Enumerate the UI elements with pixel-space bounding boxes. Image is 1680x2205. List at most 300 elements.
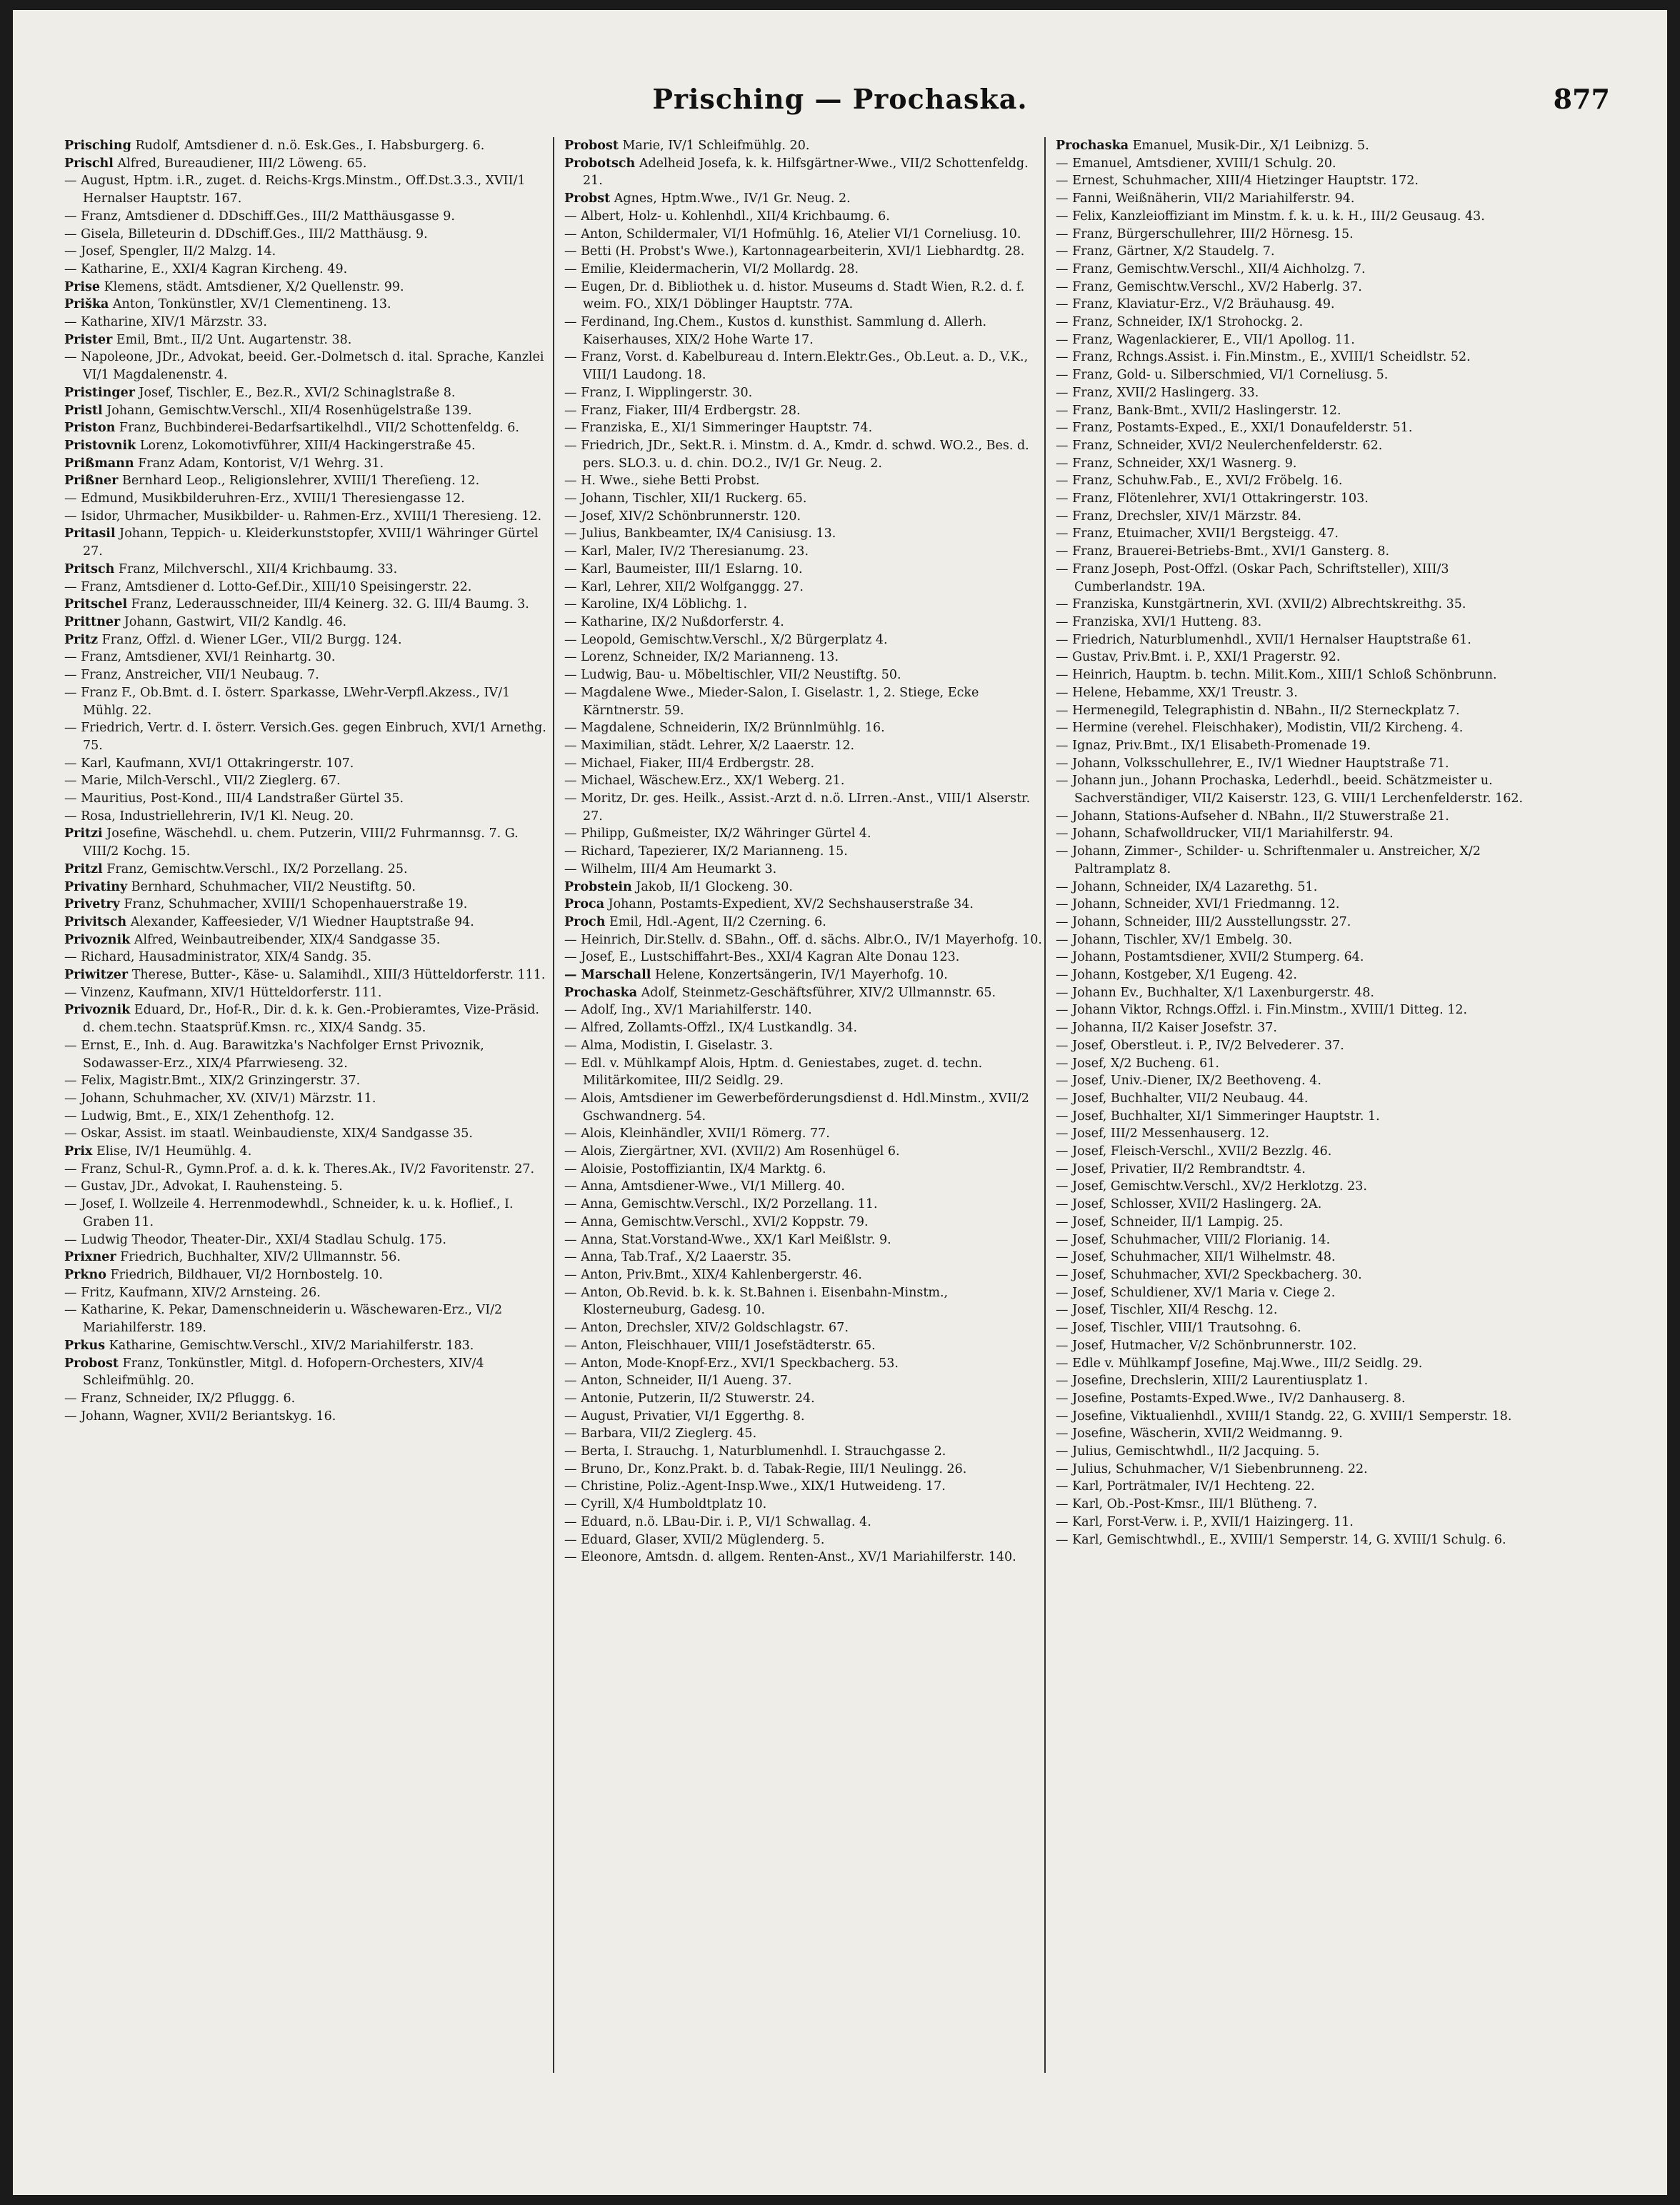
directory-entry bbox=[564, 1266, 1047, 1284]
entry-details: — Franz, Gold- u. Silberschmied, VI/1 Corneliusg. 5. bbox=[1056, 368, 1389, 383]
entry-details: — Johann, Stations-Aufseher d. NBahn., II/2 Stuwerstraße 21. bbox=[1056, 809, 1449, 824]
entry-details: — Franz Joseph, Post-Offzl. (Oskar Pach, Schriftsteller), XIII/3 Cumberlandstr. 19A. bbox=[1056, 561, 1449, 594]
entry-details: — Julius, Bankbeamter, IX/4 Canisiusg. 13. bbox=[564, 526, 836, 541]
entry-details: — Rosa, Industriellehrerin, IV/1 Kl. Neug. 20. bbox=[64, 809, 354, 824]
directory-entry bbox=[564, 1196, 1047, 1214]
entry-details: Johann, Gemischtw.Verschl., XII/4 Rosenhügelstraße 139. bbox=[102, 403, 472, 418]
directory-entry bbox=[64, 243, 547, 261]
directory-entry bbox=[1056, 1037, 1539, 1055]
directory-entry bbox=[564, 419, 1047, 437]
directory-entry bbox=[1056, 772, 1539, 807]
entry-details: — Josef, E., Lustschiffahrt-Bes., XXI/4 Kagran Alte Donau 123. bbox=[564, 950, 960, 965]
entry-details: — Franziska, Kunstgärtnerin, XVI. (XVII/2) Albrechtskreithg. 35. bbox=[1056, 597, 1466, 612]
entry-details: — Anton, Ob.Revid. b. k. k. St.Bahnen i. Eisenbahn-Minstm., Klosterneuburg, Gadesg. 10. bbox=[564, 1285, 949, 1318]
entry-details: — Johann Ev., Buchhalter, X/1 Laxenburgerstr. 48. bbox=[1056, 985, 1374, 1000]
entry-surname: Pritschel bbox=[64, 597, 128, 612]
directory-entry bbox=[564, 772, 1047, 790]
directory-entry bbox=[1056, 1196, 1539, 1214]
directory-entry bbox=[564, 966, 1047, 984]
entry-details: — Lorenz, Schneider, IX/2 Marianneng. 13. bbox=[564, 650, 839, 665]
entry-details: — Johann, Schneider, XVI/1 Friedmanng. 12. bbox=[1056, 897, 1340, 912]
directory-entry bbox=[1056, 1372, 1539, 1390]
entry-details: — Friedrich, Vertr. d. I. österr. Versich.Ges. gegen Einbruch, XVI/1 Arnethg. 75. bbox=[64, 721, 546, 753]
entry-surname: Prisching bbox=[64, 139, 131, 153]
directory-entry bbox=[1056, 1337, 1539, 1355]
directory-entry bbox=[1056, 1161, 1539, 1179]
entry-details: — Ludwig Theodor, Theater-Dir., XXI/4 Stadlau Schulg. 175. bbox=[64, 1232, 446, 1247]
entry-details: — Johann, Schafwolldrucker, VII/1 Mariahilferstr. 94. bbox=[1056, 826, 1394, 841]
entry-surname: Privitsch bbox=[64, 914, 127, 929]
directory-entry bbox=[564, 190, 1047, 208]
directory-entry bbox=[1056, 384, 1539, 402]
entry-details: Franz, Buchbinderei-Bedarfsartikelhdl., VII/2 Schottenfeldg. 6. bbox=[115, 421, 519, 436]
directory-entry bbox=[564, 208, 1047, 226]
directory-entry bbox=[564, 508, 1047, 526]
entry-details: — Anton, Schneider, II/1 Aueng. 37. bbox=[564, 1374, 792, 1389]
directory-entry bbox=[1056, 596, 1539, 614]
entry-surname: Pritz bbox=[64, 632, 99, 647]
entry-details: — Ernest, Schuhmacher, XIII/4 Hietzinger Hauptstr. 172. bbox=[1056, 174, 1419, 189]
directory-entry bbox=[564, 1001, 1047, 1019]
entry-details: — Julius, Schuhmacher, V/1 Siebenbrunneng. 22. bbox=[1056, 1461, 1368, 1476]
entry-details: Adolf, Steinmetz-Geschäftsführer, XIV/2 Ullmannstr. 65. bbox=[637, 985, 996, 1000]
entry-details: — Josef, Schlosser, XVII/2 Haslingerg. 2A. bbox=[1056, 1197, 1322, 1212]
entry-details: — Mauritius, Post-Kond., III/4 Landstraßer Gürtel 35. bbox=[64, 791, 404, 806]
directory-entry bbox=[64, 490, 547, 508]
directory-entry bbox=[64, 1390, 547, 1408]
directory-entry bbox=[64, 472, 547, 490]
directory-entry bbox=[564, 737, 1047, 755]
directory-entry bbox=[564, 1090, 1047, 1125]
entry-details: — Alois, Amtsdiener im Gewerbeförderungsdienst d. Hdl.Minstm., XVII/2 Gschwandnerg. 54. bbox=[564, 1091, 1029, 1124]
entry-details: — Eduard, n.ö. LBau-Dir. i. P., VI/1 Schwallag. 4. bbox=[564, 1514, 871, 1529]
directory-entry bbox=[1056, 331, 1539, 349]
directory-entry bbox=[64, 719, 547, 754]
entry-details: Rudolf, Amtsdiener d. n.ö. Esk.Ges., I. Habsburgerg. 6. bbox=[131, 139, 485, 153]
directory-entry bbox=[1056, 1443, 1539, 1461]
entry-details: — Franz, Wagenlackierer, E., VII/1 Apollog. 11. bbox=[1056, 332, 1355, 347]
entry-details: Helene, Konzertsängerin, IV/1 Mayerhofg. 10. bbox=[651, 968, 948, 983]
directory-entry bbox=[1056, 614, 1539, 631]
entry-details: Franz, Offzl. d. Wiener LGer., VII/2 Burgg. 124. bbox=[98, 632, 402, 647]
directory-entry bbox=[64, 1178, 547, 1196]
directory-entry bbox=[564, 843, 1047, 861]
page-header bbox=[13, 83, 1667, 127]
entry-details: — Karl, Gemischtwhdl., E., XVIII/1 Semperstr. 14, G. XVIII/1 Schulg. 6. bbox=[1056, 1532, 1506, 1547]
entry-details: Anton, Tonkünstler, XV/1 Clementineng. 13. bbox=[109, 297, 391, 312]
entry-details: — Josef, Buchhalter, XI/1 Simmeringer Hauptstr. 1. bbox=[1056, 1109, 1380, 1124]
directory-entry bbox=[64, 966, 547, 984]
entry-details: — Oskar, Assist. im staatl. Weinbaudienste, XIX/4 Sandgasse 35. bbox=[64, 1126, 473, 1141]
entry-details: — Michael, Wäschew.Erz., XX/1 Weberg. 21. bbox=[564, 774, 845, 789]
entry-details: — Josef, Gemischtw.Verschl., XV/2 Herklotzg. 23. bbox=[1056, 1179, 1367, 1194]
column-2 bbox=[564, 137, 1047, 2166]
directory-entry bbox=[1056, 455, 1539, 473]
entry-details: — Anton, Priv.Bmt., XIX/4 Kahlenbergerstr. 46. bbox=[564, 1268, 862, 1282]
entry-details: — Franz, Drechsler, XIV/1 Märzstr. 84. bbox=[1056, 509, 1301, 524]
entry-details: — Gustav, JDr., Advokat, I. Rauhensteing. 5. bbox=[64, 1179, 343, 1194]
entry-details: — Josef, Fleisch-Verschl., XVII/2 Bezzlg. 46. bbox=[1056, 1144, 1332, 1159]
entry-surname: Proca bbox=[564, 897, 605, 912]
directory-entry bbox=[1056, 1249, 1539, 1266]
entry-details: — Franz, Amtsdiener d. DDschiff.Ges., III/2 Matthäusgasse 9. bbox=[64, 209, 455, 224]
directory-entry bbox=[564, 1319, 1047, 1337]
entry-details: — Karl, Lehrer, XII/2 Wolfganggg. 27. bbox=[564, 579, 804, 594]
entry-details: — Josef, Oberstleut. i. P., IV/2 Belvederег. 37. bbox=[1056, 1038, 1344, 1053]
entry-details: Franz, Lederausschneider, III/4 Keinerg. 32. G. III/4 Baumg. 3. bbox=[127, 597, 529, 612]
directory-entry bbox=[64, 1161, 547, 1179]
entry-details: — Josef, Tischler, VIII/1 Trautsohng. 6. bbox=[1056, 1321, 1301, 1336]
entry-details: — Emilie, Kleidermacherin, VI/2 Mollardg. 28. bbox=[564, 261, 859, 276]
entry-details: — Johann, Schneider, III/2 Ausstellungsstr. 27. bbox=[1056, 914, 1351, 929]
directory-entry bbox=[1056, 402, 1539, 420]
directory-entry bbox=[1056, 949, 1539, 966]
directory-entry bbox=[64, 508, 547, 526]
entry-details: — Josef, Univ.-Diener, IX/2 Beethoveng. 4. bbox=[1056, 1074, 1321, 1089]
entry-surname: Priston bbox=[64, 421, 116, 436]
entry-details: — Karl, Ob.-Post-Kmsr., III/1 Blütheng. 7. bbox=[1056, 1497, 1318, 1512]
directory-entry bbox=[64, 1301, 547, 1336]
entry-details: — Franz, Gärtner, X/2 Staudelg. 7. bbox=[1056, 244, 1275, 259]
directory-entry bbox=[1056, 1001, 1539, 1019]
directory-entry bbox=[1056, 349, 1539, 366]
entry-surname: Privoznik bbox=[64, 932, 131, 947]
entry-details: — Napoleone, JDr., Advokat, beeid. Ger.-Dolmetsch d. ital. Sprache, Kanzlei VI/1 Magdalenenstr. 4. bbox=[64, 350, 544, 383]
directory-entry bbox=[1056, 226, 1539, 244]
entry-details: — Johann jun., Johann Prochaska, Lederhdl., beeid. Schätzmeister u. Sachverständiger, VII/2 Kaiserstr. 123, G. VIII/1 Lerchenfelderstr. 162. bbox=[1056, 774, 1524, 806]
entry-details: — Cyrill, X/4 Humboldtplatz 10. bbox=[564, 1497, 767, 1512]
page-number: 877 bbox=[1553, 83, 1610, 115]
entry-details: — Anna, Tab.Traf., X/2 Laaerstr. 35. bbox=[564, 1250, 791, 1265]
directory-entry bbox=[64, 1337, 547, 1355]
directory-entry bbox=[564, 1496, 1047, 1514]
directory-entry bbox=[64, 1072, 547, 1090]
entry-details: — Katharine, XIV/1 Märzstr. 33. bbox=[64, 315, 267, 330]
directory-entry bbox=[64, 1001, 547, 1036]
entry-details: — Franz, Rchngs.Assist. i. Fin.Minstm., E., XVIII/1 Scheidlstr. 52. bbox=[1056, 350, 1471, 365]
entry-details: — Josef, XIV/2 Schönbrunnerstr. 120. bbox=[564, 509, 801, 524]
directory-entry bbox=[564, 1337, 1047, 1355]
column-1 bbox=[64, 137, 547, 2166]
directory-entry bbox=[1056, 437, 1539, 455]
directory-entry bbox=[564, 1425, 1047, 1443]
directory-entry bbox=[564, 1443, 1047, 1461]
directory-entry bbox=[64, 861, 547, 879]
directory-entry bbox=[1056, 1301, 1539, 1319]
directory-entry bbox=[564, 1390, 1047, 1408]
entry-details: Franz, Milchverschl., XII/4 Krichbaumg. 33. bbox=[114, 561, 398, 576]
entry-details: — Richard, Tapezierer, IX/2 Marianneng. 15. bbox=[564, 844, 848, 859]
entry-surname: Probst bbox=[564, 191, 611, 206]
entry-details: — Franz, Vorst. d. Kabelbureau d. Intern.Elektr.Ges., Ob.Leut. a. D., V.K., VIII/1 Laudong. 18. bbox=[564, 350, 1029, 383]
running-head: Prisching — Prochaska. bbox=[652, 83, 1028, 115]
entry-details: — Johann, Volksschullehrer, E., IV/1 Wiedner Hauptstraße 71. bbox=[1056, 756, 1449, 771]
entry-details: — Ernst, E., Inh. d. Aug. Barawitzka's Nachfolger Ernst Privoznik, Sodawasser-Erz., XIX/4 Pfarrwieseng. 32. bbox=[64, 1038, 484, 1071]
directory-entry bbox=[64, 896, 547, 914]
directory-entry bbox=[1056, 419, 1539, 437]
entry-surname: Priška bbox=[64, 297, 109, 312]
entry-details: Lorenz, Lokomotivführer, XIII/4 Hackingerstraße 45. bbox=[136, 438, 476, 453]
directory-entry bbox=[64, 1037, 547, 1072]
entry-details: — Johann, Zimmer-, Schilder- u. Schriftenmaler u. Anstreicher, X/2 Paltramplatz 8. bbox=[1056, 844, 1481, 876]
directory-entry bbox=[1056, 666, 1539, 684]
entry-details: — Josef, Schuhmacher, XII/1 Wilhelmstr. 48. bbox=[1056, 1250, 1336, 1265]
entry-details: — Anna, Stat.Vorstand-Wwe., XX/1 Karl Meißlstr. 9. bbox=[564, 1232, 891, 1247]
directory-entry bbox=[564, 1055, 1047, 1090]
entry-surname: Pritasil bbox=[64, 526, 116, 541]
directory-entry bbox=[564, 614, 1047, 631]
directory-entry bbox=[564, 579, 1047, 596]
entry-details: — Julius, Gemischtwhdl., II/2 Jacquing. 5. bbox=[1056, 1444, 1320, 1459]
directory-entry bbox=[564, 755, 1047, 773]
directory-entry bbox=[64, 561, 547, 579]
entry-details: — Johann, Tischler, XV/1 Embelg. 30. bbox=[1056, 932, 1293, 947]
entry-details: — Johann, Schuhmacher, XV. (XIV/1) Märzstr. 11. bbox=[64, 1091, 376, 1106]
entry-details: Emil, Hdl.-Agent, II/2 Czerning. 6. bbox=[605, 914, 826, 929]
entry-details: — Franz, Flötenlehrer, XVI/1 Ottakringerstr. 103. bbox=[1056, 491, 1369, 506]
entry-details: — Franz, Gemischtw.Verschl., XV/2 Haberlg. 37. bbox=[1056, 279, 1362, 294]
directory-entry bbox=[564, 1372, 1047, 1390]
directory-entry bbox=[564, 914, 1047, 931]
directory-entry bbox=[1056, 1090, 1539, 1108]
directory-entry bbox=[64, 384, 547, 402]
directory-entry bbox=[1056, 208, 1539, 226]
entry-details: — Anton, Fleischhauer, VIII/1 Josefstädterstr. 65. bbox=[564, 1338, 876, 1353]
entry-details: Therese, Butter-, Käse- u. Salamihdl., XIII/3 Hütteldorferstr. 111. bbox=[128, 968, 546, 983]
directory-entry bbox=[1056, 366, 1539, 384]
entry-details: — Maximilian, städt. Lehrer, X/2 Laaerstr. 12. bbox=[564, 738, 855, 753]
entry-surname: Pristl bbox=[64, 403, 103, 418]
directory-entry bbox=[1056, 896, 1539, 914]
entry-surname: Prißner bbox=[64, 474, 119, 489]
entry-details: — Karl, Kaufmann, XVI/1 Ottakringerstr. 107. bbox=[64, 756, 354, 771]
entry-details: — Karl, Maler, IV/2 Theresianumg. 23. bbox=[564, 544, 809, 559]
entry-details: — Eduard, Glaser, XVII/2 Müglenderg. 5. bbox=[564, 1532, 825, 1547]
directory-entry bbox=[64, 1408, 547, 1426]
entry-details: Marie, IV/1 Schleifmühlg. 20. bbox=[618, 139, 810, 153]
directory-entry bbox=[564, 1231, 1047, 1249]
directory-entry bbox=[1056, 1055, 1539, 1073]
directory-entry bbox=[1056, 879, 1539, 896]
directory-entry bbox=[64, 649, 547, 666]
entry-details: Alfred, Weinbautreibender, XIX/4 Sandgasse 35. bbox=[130, 932, 441, 947]
entry-details: — Josef, Schuldiener, XV/1 Maria v. Ciege 2. bbox=[1056, 1285, 1336, 1300]
entry-details: — Edle v. Mühlkampf Josefine, Maj.Wwe., III/2 Seidlg. 29. bbox=[1056, 1356, 1423, 1371]
entry-details: — Fanni, Weißnäherin, VII/2 Mariahilferstr. 94. bbox=[1056, 191, 1355, 206]
entry-details: — Franz, I. Wipplingerstr. 30. bbox=[564, 385, 753, 400]
directory-entry bbox=[64, 1266, 547, 1284]
entry-details: Johann, Teppich- u. Kleiderkunststopfer, XVIII/1 Währinger Gürtel 27. bbox=[83, 526, 539, 559]
entry-details: — Alma, Modistin, I. Giselastr. 3. bbox=[564, 1038, 773, 1053]
entry-details: — Franz, Amtsdiener, XVI/1 Reinhartg. 30. bbox=[64, 650, 336, 665]
entry-details: — Ludwig, Bau- u. Möbeltischler, VII/2 Neustiftg. 50. bbox=[564, 668, 901, 683]
entry-details: — Johann, Tischler, XII/1 Ruckerg. 65. bbox=[564, 491, 807, 506]
directory-entry bbox=[564, 949, 1047, 966]
entry-details: Friedrich, Buchhalter, XIV/2 Ullmannstr. 56. bbox=[116, 1250, 401, 1265]
directory-entry bbox=[564, 684, 1047, 719]
entry-details: Johann, Gastwirt, VII/2 Kandlg. 46. bbox=[120, 614, 347, 629]
entry-details: — Berta, I. Strauchg. 1, Naturblumenhdl. I. Strauchgasse 2. bbox=[564, 1444, 946, 1459]
entry-details: — Josef, I. Wollzeile 4. Herrenmodewhdl., Schneider, k. u. k. Hoflief., I. Graben 11. bbox=[64, 1197, 514, 1229]
directory-entry bbox=[64, 1231, 547, 1249]
entry-details: Franz, Gemischtw.Verschl., IX/2 Porzellang. 25. bbox=[102, 861, 408, 876]
entry-details: — Josefine, Wäscherin, XVII/2 Weidmanng. 9. bbox=[1056, 1426, 1343, 1441]
entry-details: — Josef, Schneider, II/1 Lampig. 25. bbox=[1056, 1214, 1284, 1229]
entry-details: — Franz, Klaviatur-Erz., V/2 Bräuhausg. 49. bbox=[1056, 297, 1335, 312]
directory-entry bbox=[64, 879, 547, 896]
entry-details: — Barbara, VII/2 Zieglerg. 45. bbox=[564, 1426, 757, 1441]
directory-entry bbox=[564, 1284, 1047, 1319]
entry-details: Emil, Bmt., II/2 Unt. Augartenstr. 38. bbox=[112, 332, 352, 347]
entry-details: — H. Wwe., siehe Betti Probst. bbox=[564, 474, 760, 489]
directory-entry bbox=[64, 631, 547, 649]
entry-details: — Johann, Kostgeber, X/1 Eugeng. 42. bbox=[1056, 968, 1297, 983]
directory-entry bbox=[1056, 737, 1539, 755]
entry-details: — Friedrich, JDr., Sekt.R. i. Minstm. d. A., Kmdr. d. schwd. WO.2., Bes. d. pers. SLO.3. u. d. chin. DO.2., IV/1 Gr. Neug. 2. bbox=[564, 438, 1029, 471]
entry-surname: Prochaska bbox=[564, 985, 638, 1000]
entry-surname: — Marschall bbox=[564, 968, 651, 983]
directory-entry bbox=[564, 243, 1047, 261]
entry-details: — Anna, Gemischtw.Verschl., IX/2 Porzellang. 11. bbox=[564, 1197, 878, 1212]
entry-details: — Josefine, Postamts-Exped.Wwe., IV/2 Danhauserg. 8. bbox=[1056, 1391, 1406, 1406]
directory-entry bbox=[564, 719, 1047, 737]
entry-details: — Johann, Schneider, IX/4 Lazarethg. 51. bbox=[1056, 879, 1318, 894]
entry-details: — Gustav, Priv.Bmt. i. P., XXI/1 Pragerstr. 92. bbox=[1056, 650, 1341, 665]
directory-entry bbox=[564, 279, 1047, 314]
directory-entry bbox=[1056, 808, 1539, 826]
entry-details: — Karl, Porträtmaler, IV/1 Hechteng. 22. bbox=[1056, 1479, 1315, 1494]
entry-surname: Priwitzer bbox=[64, 968, 129, 983]
directory-entry bbox=[1056, 1125, 1539, 1143]
entry-details: — Richard, Hausadministrator, XIX/4 Sandg. 35. bbox=[64, 950, 372, 965]
entry-details: — Franz, Schneider, XX/1 Wasnerg. 9. bbox=[1056, 456, 1297, 471]
directory-entry bbox=[564, 561, 1047, 579]
entry-details: — Franz, XVII/2 Haslingerg. 33. bbox=[1056, 385, 1259, 400]
entry-details: Katharine, Gemischtw.Verschl., XIV/2 Mariahilferstr. 183. bbox=[105, 1338, 474, 1353]
entry-details: — Fritz, Kaufmann, XIV/2 Arnsteing. 26. bbox=[64, 1285, 321, 1300]
entry-details: Bernhard Leop., Religionslehrer, XVIII/1 Thereſieng. 12. bbox=[118, 474, 480, 489]
directory-entry bbox=[1056, 631, 1539, 649]
directory-entry bbox=[64, 226, 547, 244]
directory-entry bbox=[1056, 684, 1539, 702]
entry-details: — Antonie, Putzerin, II/2 Stuwerstr. 24. bbox=[564, 1391, 815, 1406]
entry-details: — Edmund, Musikbilderuhren-Erz., XVIII/1 Theresiengasse 12. bbox=[64, 491, 465, 506]
directory-entry bbox=[564, 1408, 1047, 1426]
entry-details: Friedrich, Bildhauer, VI/2 Hornbostelg. 10. bbox=[106, 1268, 383, 1282]
directory-entry bbox=[1056, 508, 1539, 526]
directory-entry bbox=[564, 525, 1047, 543]
column-divider bbox=[553, 137, 554, 2073]
directory-entry bbox=[64, 137, 547, 155]
directory-entry bbox=[64, 772, 547, 790]
entry-details: — Anton, Mode-Knopf-Erz., XVI/1 Speckbacherg. 53. bbox=[564, 1356, 899, 1371]
entry-details: — Josef, III/2 Messenhauserg. 12. bbox=[1056, 1126, 1269, 1141]
entry-details: — Gisela, Billeteurin d. DDschiff.Ges., III/2 Matthäusg. 9. bbox=[64, 226, 428, 241]
directory-entry bbox=[564, 137, 1047, 155]
entry-surname: Prister bbox=[64, 332, 113, 347]
directory-entry bbox=[564, 437, 1047, 472]
entry-details: Klemens, städt. Amtsdiener, X/2 Quellenstr. 99. bbox=[100, 279, 404, 294]
directory-entry bbox=[64, 666, 547, 684]
entry-details: — Moritz, Dr. ges. Heilk., Assist.-Arzt d. n.ö. LIrren.-Anst., VIII/1 Alserstr. 27. bbox=[564, 791, 1031, 824]
directory-entry bbox=[1056, 561, 1539, 596]
directory-entry bbox=[564, 1143, 1047, 1161]
directory-entry bbox=[564, 226, 1047, 244]
directory-entry bbox=[1056, 543, 1539, 561]
entry-details: — Katharine, E., XXI/4 Kagran Kircheng. 49. bbox=[64, 261, 348, 276]
entry-details: Eduard, Dr., Hof-R., Dir. d. k. k. Gen.-Probieramtes, Vize-Präsid. d. chem.techn. Staatsprüf.Kmsn. rc., XIX/4 Sandg. 35. bbox=[83, 1003, 539, 1036]
directory-entry bbox=[1056, 984, 1539, 1002]
entry-details: — Josef, Tischler, XII/4 Reschg. 12. bbox=[1056, 1303, 1278, 1318]
directory-entry bbox=[564, 596, 1047, 614]
entry-details: — Franziska, E., XI/1 Simmeringer Hauptstr. 74. bbox=[564, 421, 873, 436]
directory-entry bbox=[1056, 1478, 1539, 1496]
entry-details: — Franz, Anstreicher, VII/1 Neubaug. 7. bbox=[64, 668, 319, 683]
directory-entry bbox=[564, 490, 1047, 508]
directory-entry bbox=[564, 1549, 1047, 1566]
directory-entry bbox=[564, 879, 1047, 896]
entry-details: — Bruno, Dr., Konz.Prakt. b. d. Tabak-Regie, III/1 Neulingg. 26. bbox=[564, 1461, 967, 1476]
entry-details: — Franz, Bank-Bmt., XVII/2 Haslingerstr. 12. bbox=[1056, 403, 1341, 418]
directory-page bbox=[13, 10, 1667, 2195]
entry-details: — Franz, Gemischtw.Verschl., XII/4 Aichholzg. 7. bbox=[1056, 261, 1366, 276]
entry-details: — Anton, Drechsler, XIV/2 Goldschlagstr. 67. bbox=[564, 1321, 849, 1336]
entry-details: Emanuel, Musik-Dir., X/1 Leibnizg. 5. bbox=[1129, 139, 1369, 153]
entry-details: — Hermine (verehel. Fleischhaker), Modistin, VII/2 Kircheng. 4. bbox=[1056, 721, 1464, 736]
entry-details: — Heinrich, Dir.Stellv. d. SBahn., Off. d. sächs. Albr.O., IV/1 Mayerhofg. 10. bbox=[564, 932, 1042, 947]
directory-entry bbox=[64, 808, 547, 826]
directory-entry bbox=[564, 1461, 1047, 1479]
entry-details: — Karl, Forst-Verw. i. P., XVII/1 Haizingerg. 11. bbox=[1056, 1514, 1354, 1529]
entry-details: — Karl, Baumeister, III/1 Eslarng. 10. bbox=[564, 561, 803, 576]
entry-details: — Josef, Schuhmacher, VIII/2 Florianig. 14. bbox=[1056, 1232, 1331, 1247]
entry-details: — Franz, Schneider, IX/1 Strohockg. 2. bbox=[1056, 315, 1304, 330]
entry-details: — Franz, Schneider, XVI/2 Neulerchenfelderstr. 62. bbox=[1056, 438, 1383, 453]
entry-details: — Alfred, Zollamts-Offzl., IX/4 Lustkandlg. 34. bbox=[564, 1021, 858, 1036]
entry-surname: Prkno bbox=[64, 1268, 106, 1282]
directory-entry bbox=[1056, 155, 1539, 173]
directory-entry bbox=[64, 914, 547, 931]
entry-details: — Vinzenz, Kaufmann, XIV/1 Hütteldorferstr. 111. bbox=[64, 985, 382, 1000]
entry-details: — Felix, Kanzleioffiziant im Minstm. f. k. u. k. H., III/2 Geusaug. 43. bbox=[1056, 209, 1485, 224]
entry-details: — Magdalene, Schneiderin, IX/2 Brünnlmühlg. 16. bbox=[564, 721, 885, 736]
directory-entry bbox=[564, 384, 1047, 402]
directory-entry bbox=[64, 279, 547, 296]
directory-entry bbox=[1056, 1019, 1539, 1037]
directory-entry bbox=[1056, 649, 1539, 666]
entry-details: Alfred, Bureaudiener, III/2 Löweng. 65. bbox=[113, 156, 367, 171]
entry-surname: Privoznik bbox=[64, 1003, 131, 1018]
directory-entry bbox=[1056, 1214, 1539, 1231]
directory-entry bbox=[64, 825, 547, 860]
entry-details: — Betti (H. Probst's Wwe.), Kartonnagearbeiterin, XVI/1 Liebhardtg. 28. bbox=[564, 244, 1025, 259]
entry-surname: Pritzi bbox=[64, 826, 103, 841]
entry-details: Josefine, Wäschehdl. u. chem. Putzerin, VIII/2 Fuhrmannsg. 7. G. VIII/2 Kochg. 15. bbox=[83, 826, 519, 859]
entry-surname: Pritzl bbox=[64, 861, 103, 876]
entry-details: — Franz, Bürgerschullehrer, III/2 Hörnesg. 15. bbox=[1056, 226, 1354, 241]
directory-entry bbox=[64, 790, 547, 808]
entry-details: Franz, Tonkünstler, Mitgl. d. Hofopern-Orchesters, XIV/4 Schleifmühlg. 20. bbox=[83, 1356, 484, 1389]
entry-details: — Ferdinand, Ing.Chem., Kustos d. kunsthist. Sammlung d. Allerh. Kaiserhauses, XIX/2 Hohe Warte 17. bbox=[564, 315, 987, 347]
directory-entry bbox=[64, 755, 547, 773]
entry-details: — Isidor, Uhrmacher, Musikbilder- u. Rahmen-Erz., XVIII/1 Theresieng. 12. bbox=[64, 509, 542, 524]
directory-entry bbox=[64, 402, 547, 420]
directory-entry bbox=[564, 1161, 1047, 1179]
entry-surname: Probost bbox=[564, 139, 619, 153]
entry-surname: Probotsch bbox=[564, 156, 636, 171]
directory-entry bbox=[1056, 755, 1539, 773]
directory-entry bbox=[564, 1019, 1047, 1037]
